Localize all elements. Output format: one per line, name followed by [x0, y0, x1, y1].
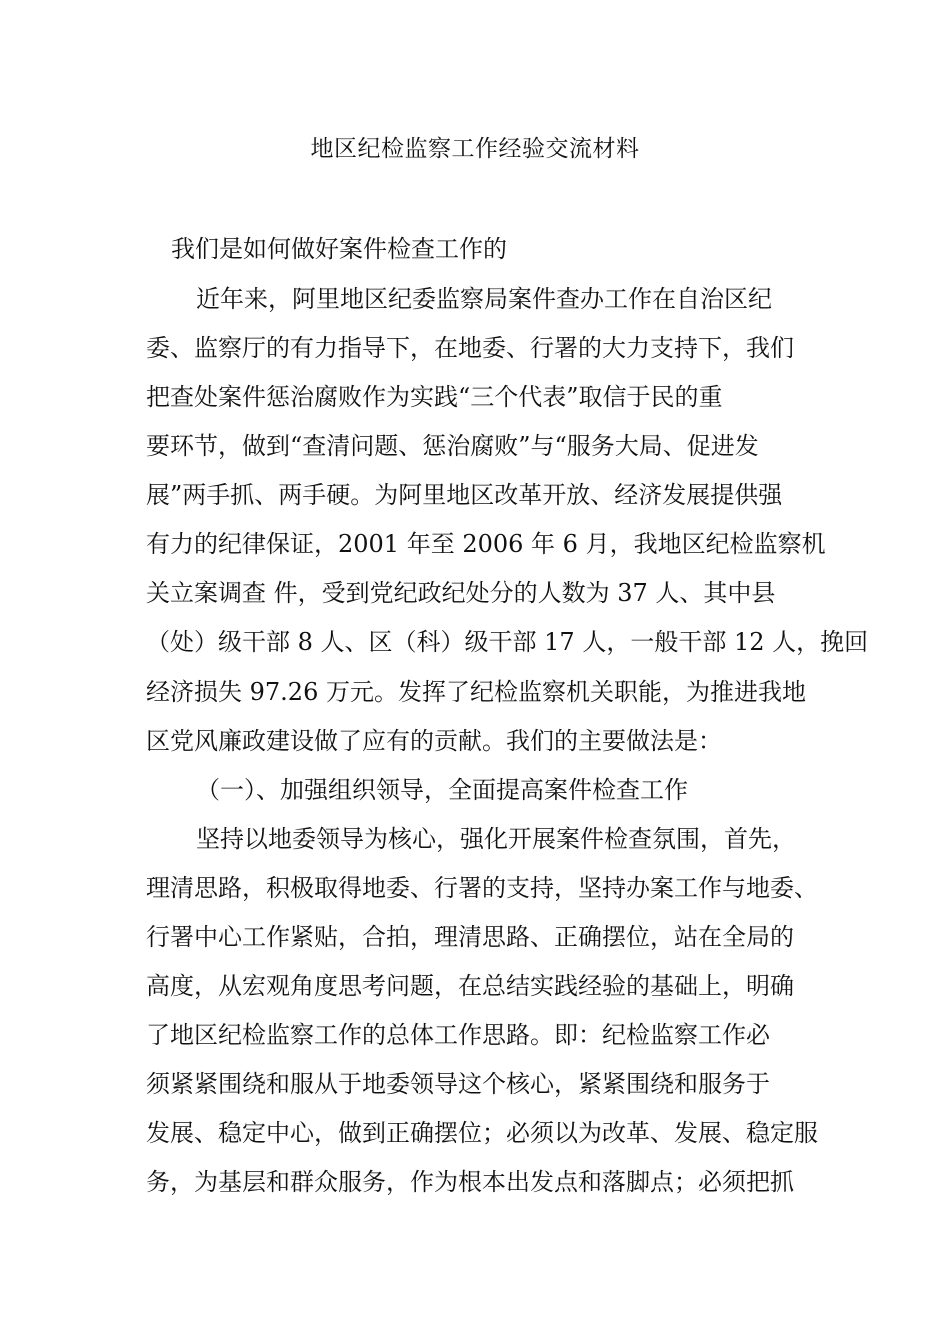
paragraph-line: 要环节，做到“查清问题、惩治腐败”与“服务大局、促进发	[146, 432, 759, 460]
paragraph-line: 委、监察厅的有力指导下，在地委、行署的大力支持下，我们	[146, 334, 794, 362]
paragraph-line: 坚持以地委领导为核心，强化开展案件检查氛围，首先，	[196, 825, 796, 853]
subsection-heading: （一）、加强组织领导，全面提高案件检查工作	[196, 776, 688, 804]
paragraph-line: 理清思路，积极取得地委、行署的支持，坚持办案工作与地委、	[146, 874, 818, 902]
paragraph-line: 展”两手抓、两手硬。为阿里地区改革开放、经济发展提供强	[146, 481, 783, 509]
paragraph-line: 发展、稳定中心，做到正确摆位；必须以为改革、发展、稳定服	[146, 1119, 818, 1147]
paragraph-line: 务，为基层和群众服务，作为根本出发点和落脚点；必须把抓	[146, 1168, 794, 1196]
paragraph-line: 行署中心工作紧贴，合拍，理清思路、正确摆位，站在全局的	[146, 923, 794, 951]
paragraph-line: 把查处案件惩治腐败作为实践“三个代表”取信于民的重	[146, 383, 723, 411]
document-title: 地区纪检监察工作经验交流材料	[310, 136, 640, 162]
paragraph-line: 了地区纪检监察工作的总体工作思路。即：纪检监察工作必	[146, 1021, 770, 1049]
paragraph-line: （处）级干部 8 人、区（科）级干部 17 人，一般干部 12 人，挽回	[146, 628, 869, 656]
paragraph-line: 高度，从宏观角度思考问题，在总结实践经验的基础上，明确	[146, 972, 794, 1000]
paragraph-line: 须紧紧围绕和服从于地委领导这个核心，紧紧围绕和服务于	[146, 1070, 770, 1098]
paragraph-line: 经济损失 97.26 万元。发挥了纪检监察机关职能，为推进我地	[146, 678, 806, 706]
paragraph-line: 区党风廉政建设做了应有的贡献。我们的主要做法是：	[146, 727, 722, 755]
paragraph-line: 关立案调查 件，受到党纪政纪处分的人数为 37 人、其中县	[146, 579, 776, 607]
paragraph-line: 有力的纪律保证，2001 年至 2006 年 6 月，我地区纪检监察机	[146, 530, 826, 558]
paragraph-line: 近年来，阿里地区纪委监察局案件查办工作在自治区纪	[196, 285, 772, 313]
section-heading: 我们是如何做好案件检查工作的	[171, 235, 507, 263]
